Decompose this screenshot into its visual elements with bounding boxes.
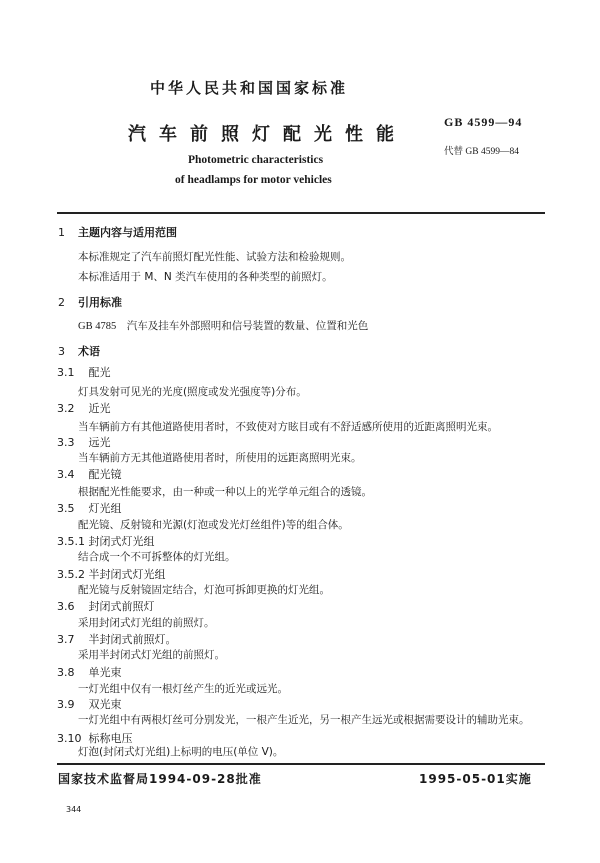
effective-date: 1995-05-01实施	[419, 772, 532, 786]
term-number: 3.1	[57, 366, 75, 379]
term-definition: 当车辆前方有其他道路使用者时，不致使对方眩目或有不舒适感所使用的近距离照明光束。	[78, 421, 498, 433]
term-name: 半封闭式前照灯。	[88, 633, 177, 646]
term-number: 3.5.1	[57, 535, 85, 548]
term-number: 3.5	[57, 502, 75, 515]
term-heading	[57, 667, 122, 678]
term-name: 单光束	[88, 666, 122, 679]
term-name: 双光束	[88, 698, 122, 711]
term-name: 远光	[88, 436, 111, 449]
term-definition: 灯具发射可见光的光度(照度或发光强度等)分布。	[78, 386, 307, 398]
term-number: 3.9	[57, 698, 75, 711]
term-heading	[57, 601, 155, 612]
term-name: 配光	[88, 366, 111, 379]
term-definition: 灯泡(封闭式灯光组)上标明的电压(单位 V)。	[78, 746, 284, 758]
term-name: 标称电压	[88, 732, 133, 745]
page-number: 344	[66, 805, 82, 814]
term-heading	[57, 699, 122, 710]
english-title-line1: Photometric characteristics	[188, 154, 324, 166]
header-rule	[57, 212, 545, 214]
term-heading	[57, 403, 111, 414]
term-definition: 采用封闭式灯光组的前照灯。	[78, 617, 215, 629]
replaces-note: 代替 GB 4599—84	[444, 147, 519, 157]
paragraph: 本标准规定了汽车前照灯配光性能、试验方法和检验规则。	[78, 251, 351, 263]
term-definition: 结合成一个不可拆整体的灯光组。	[78, 551, 236, 563]
term-number: 3.3	[57, 436, 75, 449]
footer-rule	[57, 763, 545, 765]
term-definition: 一灯光组中仅有一根灯丝产生的近光或远光。	[78, 683, 288, 695]
standard-code: GB 4599—94	[444, 115, 523, 129]
term-number: 3.7	[57, 633, 75, 646]
paragraph: 本标准适用于 M、N 类汽车使用的各种类型的前照灯。	[78, 271, 333, 283]
term-name: 封闭式前照灯	[88, 600, 155, 613]
term-name: 半封闭式灯光组	[88, 568, 166, 581]
term-name: 配光镜	[88, 468, 122, 481]
section-heading: 3 术语	[58, 345, 100, 358]
term-definition: 配光镜、反射镜和光源(灯泡或发光灯丝组件)等的组合体。	[78, 519, 349, 531]
document-title: 汽车前照灯配光性能	[128, 124, 407, 145]
section-heading: 2 引用标准	[58, 296, 122, 309]
term-heading	[57, 469, 122, 480]
paragraph: GB 4785 汽车及挂车外部照明和信号装置的数量、位置和光色	[78, 321, 369, 332]
term-heading	[57, 733, 133, 744]
term-number: 3.8	[57, 666, 75, 679]
national-standard-heading: 中华人民共和国国家标准	[150, 79, 349, 97]
term-name: 封闭式灯光组	[88, 535, 155, 548]
section-heading: 1 主题内容与适用范围	[58, 226, 177, 239]
term-definition: 配光镜与反射镜固定结合，灯泡可拆卸更换的灯光组。	[78, 584, 330, 596]
term-heading	[57, 569, 166, 580]
term-definition: 根据配光性能要求，由一种或一种以上的光学单元组合的透镜。	[78, 486, 372, 498]
term-heading	[57, 437, 111, 448]
term-definition: 当车辆前方无其他道路使用者时，所使用的远距离照明光束。	[78, 452, 362, 464]
term-number: 3.2	[57, 402, 75, 415]
term-heading	[57, 503, 122, 514]
term-number: 3.6	[57, 600, 75, 613]
approval-text: 国家技术监督局1994-09-28批准	[58, 772, 262, 786]
term-definition: 一灯光组中有两根灯丝可分别发光，一根产生近光，另一根产生远光或根据需要设计的辅助光束。	[78, 714, 530, 726]
term-name: 近光	[88, 402, 111, 415]
term-heading	[57, 536, 155, 547]
term-heading	[57, 634, 177, 645]
term-definition: 采用半封闭式灯光组的前照灯。	[78, 649, 225, 661]
term-number: 3.5.2	[57, 568, 85, 581]
english-title-line2: of headlamps for motor vehicles	[175, 174, 332, 186]
term-heading	[57, 367, 111, 378]
term-number: 3.10	[57, 732, 82, 745]
term-name: 灯光组	[88, 502, 122, 515]
term-number: 3.4	[57, 468, 75, 481]
